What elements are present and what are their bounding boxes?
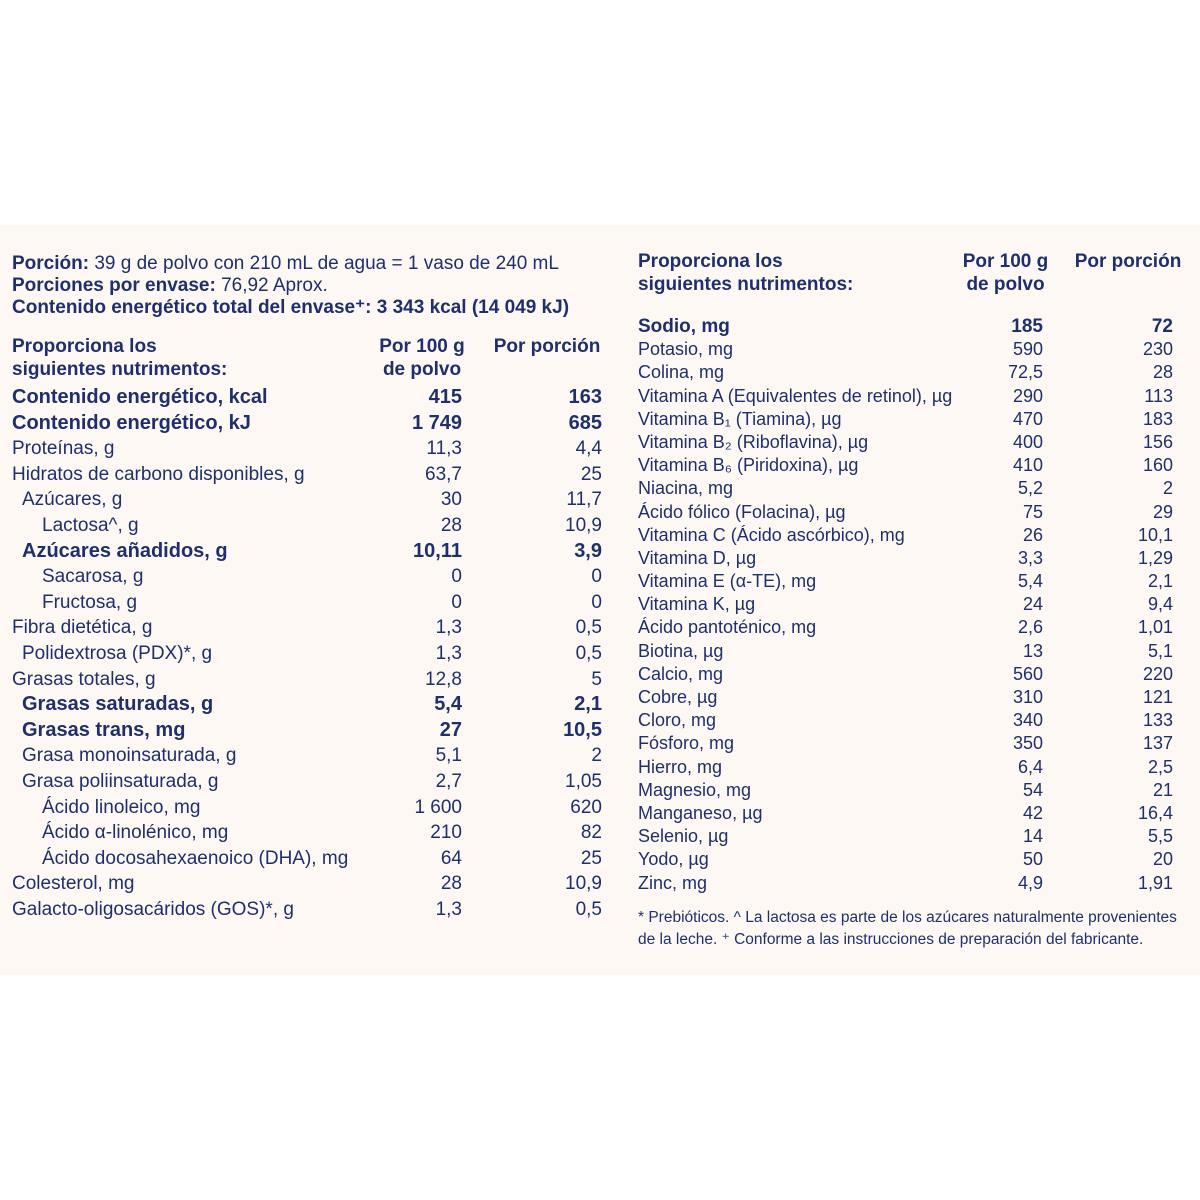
porcion-line: Porción: 39 g de polvo con 210 mL de agua = 1 vaso de 240 mL bbox=[12, 253, 559, 274]
table-row: Ácido α-linolénico, mg 210 82 bbox=[42, 822, 602, 844]
table-row: Calcio, mg 560 220 bbox=[638, 663, 1173, 684]
table-row: Colesterol, mg 28 10,9 bbox=[12, 873, 602, 895]
table-row: Contenido energético, kJ 1 749 685 bbox=[12, 411, 602, 434]
footnote: * Prebióticos. ^ La lactosa es parte de los azúcares naturalmente provenientes de la leche. ⁺ Conforme a las instrucciones de preparación del fabricante. bbox=[638, 909, 1177, 948]
table-row: Ácido docosahexaenoico (DHA), mg 64 25 bbox=[42, 847, 602, 869]
table-row: Cobre, µg 310 121 bbox=[638, 687, 1173, 707]
table-row: Lactosa^, g 28 10,9 bbox=[42, 514, 602, 536]
table-row: Grasas saturadas, g 5,4 2,1 bbox=[22, 693, 602, 716]
left-header-per100: Por 100 g de polvo bbox=[379, 336, 465, 380]
table-row: Sacarosa, g 0 0 bbox=[42, 566, 602, 588]
table-row: Ácido fólico (Folacina), µg 75 29 bbox=[638, 501, 1173, 522]
table-row: Cloro, mg 340 133 bbox=[638, 710, 1173, 731]
table-row: Fructosa, g 0 0 bbox=[42, 591, 602, 613]
right-table-body bbox=[638, 315, 1183, 895]
table-row: Niacina, mg 5,2 2 bbox=[638, 478, 1173, 499]
table-row: Azúcares, g 30 11,7 bbox=[22, 489, 602, 511]
table-row: Vitamina D, µg 3,3 1,29 bbox=[638, 547, 1173, 568]
table-row: Proteínas, g 11,3 4,4 bbox=[12, 438, 602, 460]
table-row: Biotina, µg 13 5,1 bbox=[638, 640, 1173, 661]
table-row: Magnesio, mg 54 21 bbox=[638, 779, 1173, 800]
table-row: Vitamina B₆ (Piridoxina), µg 410 160 bbox=[638, 455, 1173, 476]
contenido-total-line: Contenido energético total del envase⁺: 3 343 kcal (14 049 kJ) bbox=[12, 297, 570, 318]
table-row: Grasa poliinsaturada, g 2,7 1,05 bbox=[22, 770, 602, 792]
table-row: Grasa monoinsaturada, g 5,1 2 bbox=[22, 745, 602, 767]
table-row: Vitamina E (α-TE), mg 5,4 2,1 bbox=[638, 571, 1173, 592]
table-row: Ácido linoleico, mg 1 600 620 bbox=[42, 796, 602, 818]
nutrition-panel bbox=[0, 225, 1200, 975]
table-row: Azúcares añadidos, g 10,11 3,9 bbox=[22, 539, 602, 562]
left-header-perserving: Por porción bbox=[493, 336, 601, 357]
table-row: Galacto-oligosacáridos (GOS)*, g 1,3 0,5 bbox=[12, 898, 602, 920]
table-row: Grasas totales, g 12,8 5 bbox=[12, 668, 602, 690]
table-row: Manganeso, µg 42 16,4 bbox=[638, 802, 1173, 823]
table-row: Vitamina K, µg 24 9,4 bbox=[638, 594, 1173, 615]
table-row: Hierro, mg 6,4 2,5 bbox=[638, 756, 1173, 777]
right-header-per100: Por 100 g de polvo bbox=[962, 251, 1049, 295]
table-row: Vitamina A (Equivalentes de retinol), µg 290 113 bbox=[638, 385, 1173, 406]
table-row: Contenido energético, kcal 415 163 bbox=[12, 386, 602, 408]
left-table-body bbox=[12, 385, 602, 922]
table-row: Colina, mg 72,5 28 bbox=[638, 362, 1173, 383]
table-row: Selenio, µg 14 5,5 bbox=[638, 826, 1173, 847]
table-row: Potasio, mg 590 230 bbox=[638, 339, 1173, 360]
table-row: Sodio, mg 185 72 bbox=[638, 316, 1173, 337]
right-column-header bbox=[638, 250, 1183, 300]
table-row: Vitamina B₂ (Riboflavina), µg 400 156 bbox=[638, 431, 1173, 452]
left-header-label: Proporciona los siguientes nutrimentos: bbox=[12, 336, 228, 380]
table-row: Polidextrosa (PDX)*, g 1,3 0,5 bbox=[22, 642, 602, 664]
left-column-header bbox=[12, 335, 601, 385]
table-row: Ácido pantoténico, mg 2,6 1,01 bbox=[638, 617, 1173, 638]
table-row: Grasas trans, mg 27 10,5 bbox=[22, 718, 602, 741]
table-row: Vitamina B₁ (Tiamina), µg 470 183 bbox=[638, 408, 1173, 429]
table-row: Zinc, mg 4,9 1,91 bbox=[638, 872, 1173, 893]
table-row: Fibra dietética, g 1,3 0,5 bbox=[12, 617, 602, 639]
right-header-label: Proporciona los siguientes nutrimentos: bbox=[638, 251, 854, 295]
serving-info bbox=[12, 253, 569, 319]
right-header-perserving: Por porción bbox=[1074, 251, 1182, 272]
porciones-line: Porciones por envase: 76,92 Aprox. bbox=[12, 275, 328, 296]
table-row: Vitamina C (Ácido ascórbico), mg 26 10,1 bbox=[638, 524, 1173, 545]
table-row: Fósforo, mg 350 137 bbox=[638, 733, 1173, 754]
table-row: Yodo, µg 50 20 bbox=[638, 849, 1173, 870]
table-row: Hidratos de carbono disponibles, g 63,7 25 bbox=[12, 463, 602, 485]
